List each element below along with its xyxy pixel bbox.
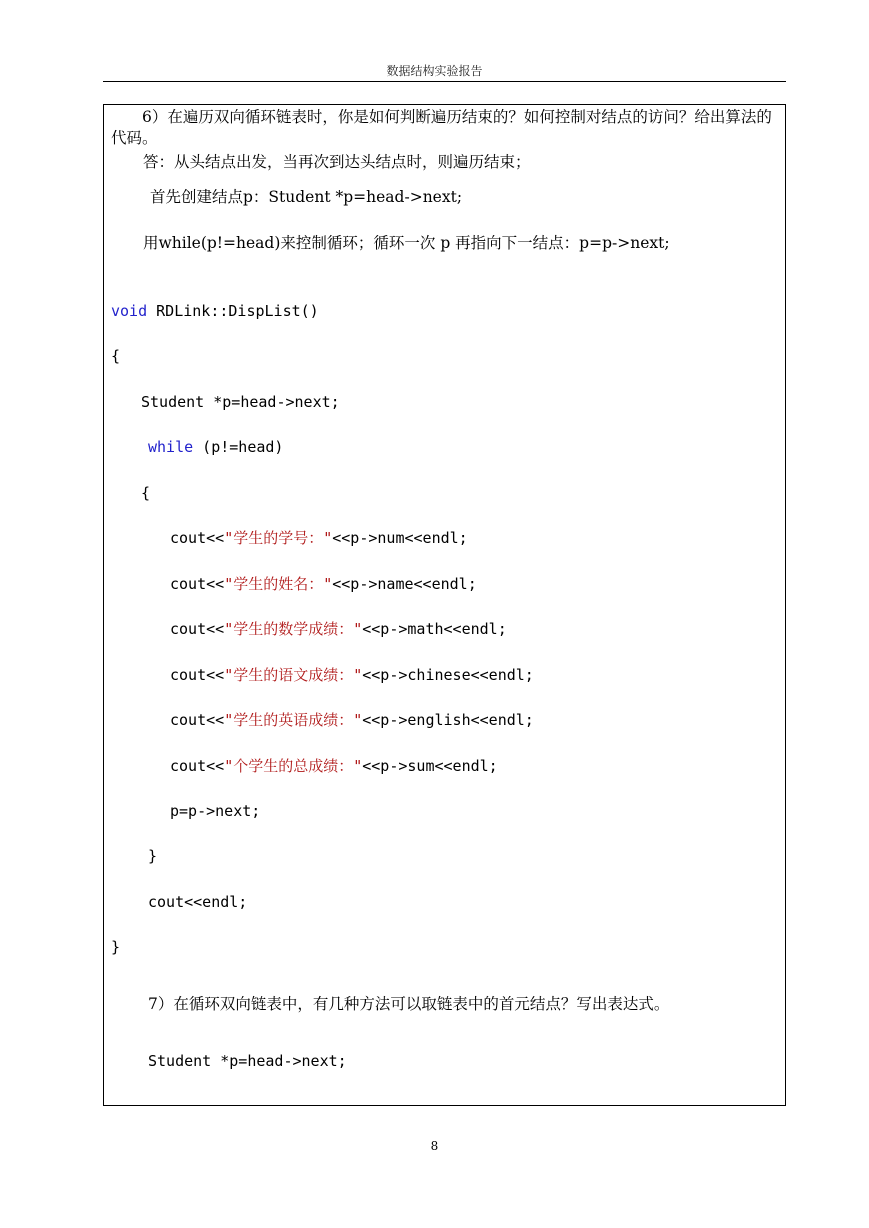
code-line [170, 710, 534, 730]
cout-prefix: cout<< [170, 711, 225, 729]
advance-pointer: p=p->next; [170, 802, 261, 820]
pointer-declaration: Student *p=head->next; [141, 393, 340, 411]
void-keyword: void [111, 302, 148, 320]
cout-prefix: cout<< [170, 620, 225, 638]
stream-tail: <<p->english<<endl; [362, 711, 534, 729]
while-statement [148, 437, 283, 457]
loop-open-brace: { [141, 484, 151, 502]
question-6: 6）在遍历双向循环链表时，你是如何判断遍历结束的？如何控制对结点的访问？给出算法的代码。 [111, 108, 772, 147]
stream-tail: <<p->chinese<<endl; [362, 666, 534, 684]
page-number: 8 [430, 1139, 439, 1153]
page-header-title: 数据结构实验报告 [386, 64, 483, 78]
cout-endl-line: cout<<endl; [148, 893, 248, 911]
string-literal: "学生的英语成绩：" [224, 711, 363, 729]
question-7-answer: Student *p=head->next; [148, 1052, 347, 1070]
code-line [170, 756, 498, 776]
function-close-brace: } [111, 938, 121, 956]
cout-prefix: cout<< [170, 529, 225, 547]
function-open-brace: { [111, 347, 121, 365]
string-literal: "学生的数学成绩：" [224, 620, 363, 638]
string-literal: "学生的学号：" [224, 529, 333, 547]
stream-tail: <<p->name<<endl; [332, 575, 477, 593]
string-literal: "学生的语文成绩：" [224, 666, 363, 684]
while-control-text: 用while(p!=head)来控制循环；循环一次 p 再指向下一结点：p=p->next; [143, 234, 670, 252]
while-keyword: while [148, 438, 194, 456]
loop-close-brace: } [148, 847, 158, 865]
string-literal: "个学生的总成绩：" [224, 757, 363, 775]
while-condition: (p!=head) [193, 438, 284, 456]
header-divider [103, 81, 786, 82]
code-line [170, 665, 534, 685]
cout-prefix: cout<< [170, 575, 225, 593]
function-signature [111, 301, 319, 321]
cout-prefix: cout<< [170, 757, 225, 775]
code-line [170, 619, 507, 639]
question-7: 7）在循环双向链表中，有几种方法可以取链表中的首元结点？写出表达式。 [148, 995, 670, 1013]
stream-tail: <<p->math<<endl; [362, 620, 507, 638]
string-literal: "学生的姓名：" [224, 575, 333, 593]
code-line [170, 574, 477, 594]
content-frame [103, 104, 786, 1106]
stream-tail: <<p->num<<endl; [332, 529, 468, 547]
cout-prefix: cout<< [170, 666, 225, 684]
answer-text: 答：从头结点出发，当再次到达头结点时，则遍历结束； [143, 153, 531, 171]
stream-tail: <<p->sum<<endl; [362, 757, 498, 775]
create-node-text: 首先创建结点p：Student *p=head->next; [150, 188, 463, 206]
code-line [170, 528, 468, 548]
function-name: RDLink::DispList() [147, 302, 319, 320]
